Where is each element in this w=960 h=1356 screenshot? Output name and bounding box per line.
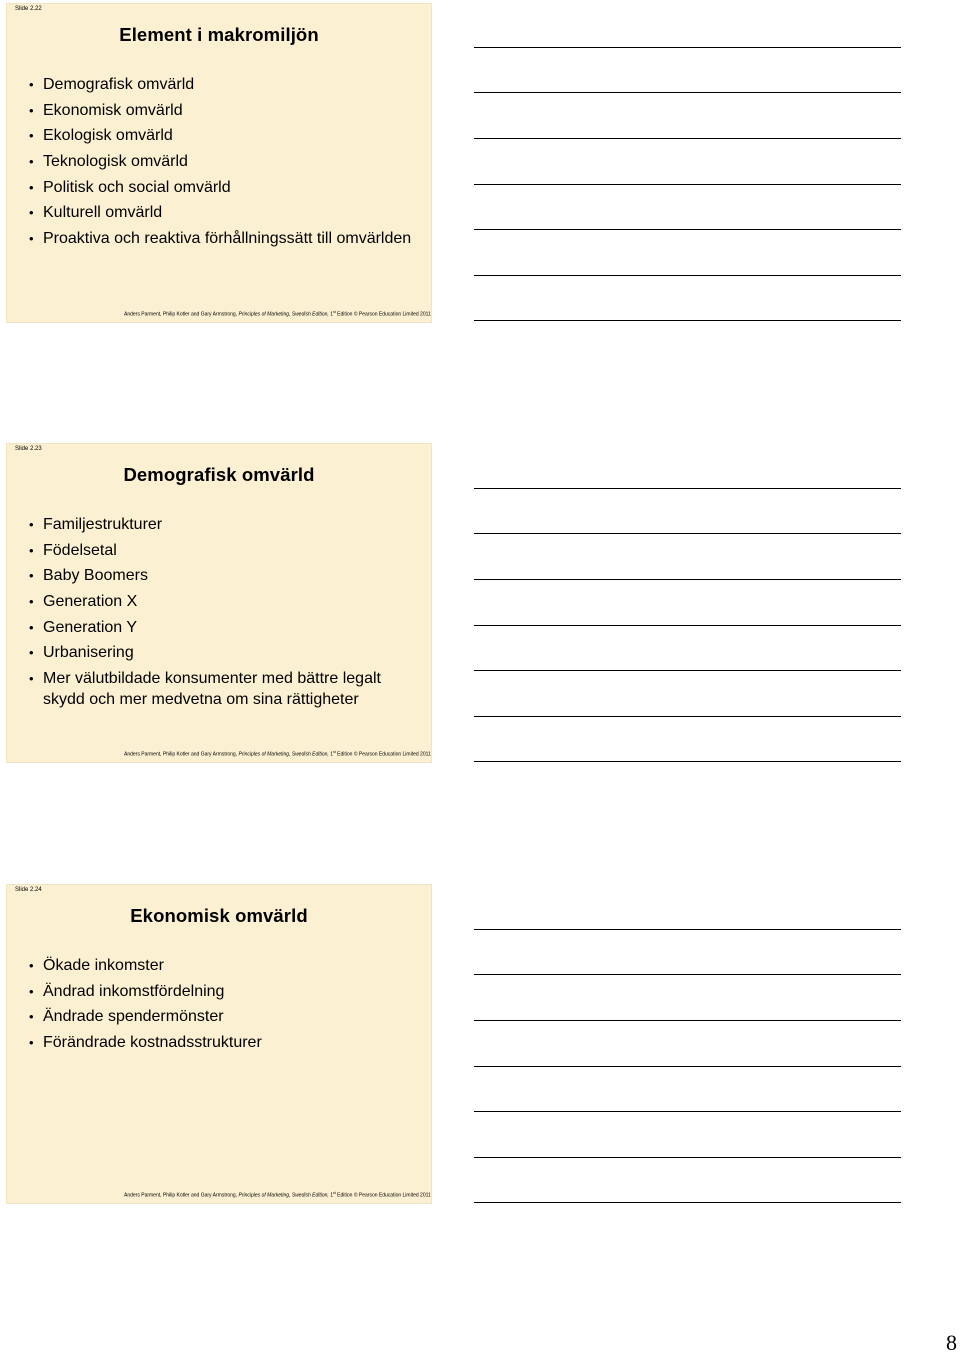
- bullet-item: • Ekonomisk omvärld: [29, 100, 424, 121]
- bullet-item: • Generation X: [29, 591, 424, 612]
- note-line: [474, 320, 901, 321]
- bullet-item: • Ändrad inkomstfördelning: [29, 981, 424, 1002]
- footer-authors: Anders Parment, Philip Kotler and Gary Armstrong,: [124, 311, 238, 318]
- footer-authors: Anders Parment, Philip Kotler and Gary Armstrong,: [124, 1192, 238, 1199]
- note-line: [474, 716, 901, 717]
- footer-edition-num: 1: [330, 311, 333, 318]
- slide-title: Ekonomisk omvärld: [130, 905, 308, 926]
- footer-copyright: © Pearson Education Limited 2011: [353, 751, 431, 758]
- slide-footer: [124, 310, 431, 318]
- footer-edition-sup: st: [333, 750, 336, 754]
- footer-edition-sup: st: [333, 1191, 336, 1195]
- note-line: [474, 1111, 901, 1112]
- bullet-item: • Familjestrukturer: [29, 514, 424, 535]
- bullet-item: • Teknologisk omvärld: [29, 151, 424, 172]
- footer-edition-word: Edition: [337, 1192, 353, 1199]
- footer-edition-name: Swedish Edition,: [291, 311, 329, 318]
- footer-book: Principles of Marketing,: [238, 751, 291, 758]
- note-line: [474, 974, 901, 975]
- note-line: [474, 184, 901, 185]
- slide-title: Element i makromiljön: [119, 24, 319, 45]
- bullet-item: • Proaktiva och reaktiva förhållningssätt till omvärlden: [29, 228, 424, 249]
- footer-edition-word: Edition: [337, 311, 353, 318]
- footer-authors: Anders Parment, Philip Kotler and Gary Armstrong,: [124, 751, 238, 758]
- footer-edition-name: Swedish Edition,: [291, 751, 329, 758]
- bullet-list: [29, 955, 424, 1058]
- slide-number: Slide 2.24: [15, 887, 42, 893]
- bullet-item: • Ekologisk omvärld: [29, 125, 424, 146]
- bullet-list: [29, 514, 424, 715]
- footer-edition-word: Edition: [337, 751, 353, 758]
- bullet-item: • Kulturell omvärld: [29, 202, 424, 223]
- note-line: [474, 625, 901, 626]
- note-line: [474, 579, 901, 580]
- page-number: 8: [946, 1330, 957, 1355]
- bullet-item: • Politisk och social omvärld: [29, 177, 424, 198]
- bullet-item: • Mer välutbildade konsumenter med bättre legalt skydd och mer medvetna om sina rättigheter: [29, 668, 424, 710]
- note-line: [474, 761, 901, 762]
- note-line: [474, 92, 901, 93]
- note-line: [474, 533, 901, 534]
- footer-edition-num: 1: [330, 1192, 333, 1199]
- bullet-item: • Generation Y: [29, 617, 424, 638]
- bullet-list: [29, 74, 424, 254]
- footer-edition-sup: st: [333, 310, 336, 314]
- note-line: [474, 488, 901, 489]
- note-line: [474, 1020, 901, 1021]
- bullet-item: • Baby Boomers: [29, 565, 424, 586]
- slide-2-24: [6, 884, 432, 1204]
- footer-edition-num: 1: [330, 751, 333, 758]
- footer-book: Principles of Marketing,: [238, 311, 291, 318]
- slide-number: Slide 2.22: [15, 6, 42, 12]
- slide-footer: [124, 750, 431, 758]
- note-line: [474, 229, 901, 230]
- bullet-item: • Demografisk omvärld: [29, 74, 424, 95]
- footer-edition-name: Swedish Edition,: [291, 1192, 329, 1199]
- footer-copyright: © Pearson Education Limited 2011: [353, 1192, 431, 1199]
- note-line: [474, 1066, 901, 1067]
- note-line: [474, 670, 901, 671]
- slide-2-23: [6, 443, 432, 763]
- note-line: [474, 929, 901, 930]
- note-line: [474, 275, 901, 276]
- note-line: [474, 1202, 901, 1203]
- slide-2-22: [6, 3, 432, 323]
- bullet-item: • Ökade inkomster: [29, 955, 424, 976]
- slide-title: Demografisk omvärld: [123, 464, 315, 485]
- bullet-item: • Förändrade kostnadsstrukturer: [29, 1032, 424, 1053]
- footer-copyright: © Pearson Education Limited 2011: [353, 311, 431, 318]
- bullet-item: • Ändrade spendermönster: [29, 1006, 424, 1027]
- note-line: [474, 138, 901, 139]
- note-line: [474, 47, 901, 48]
- bullet-item: • Födelsetal: [29, 540, 424, 561]
- slide-number: Slide 2.23: [15, 446, 42, 452]
- bullet-item: • Urbanisering: [29, 642, 424, 663]
- footer-book: Principles of Marketing,: [238, 1192, 291, 1199]
- slide-footer: [124, 1191, 431, 1199]
- note-line: [474, 1157, 901, 1158]
